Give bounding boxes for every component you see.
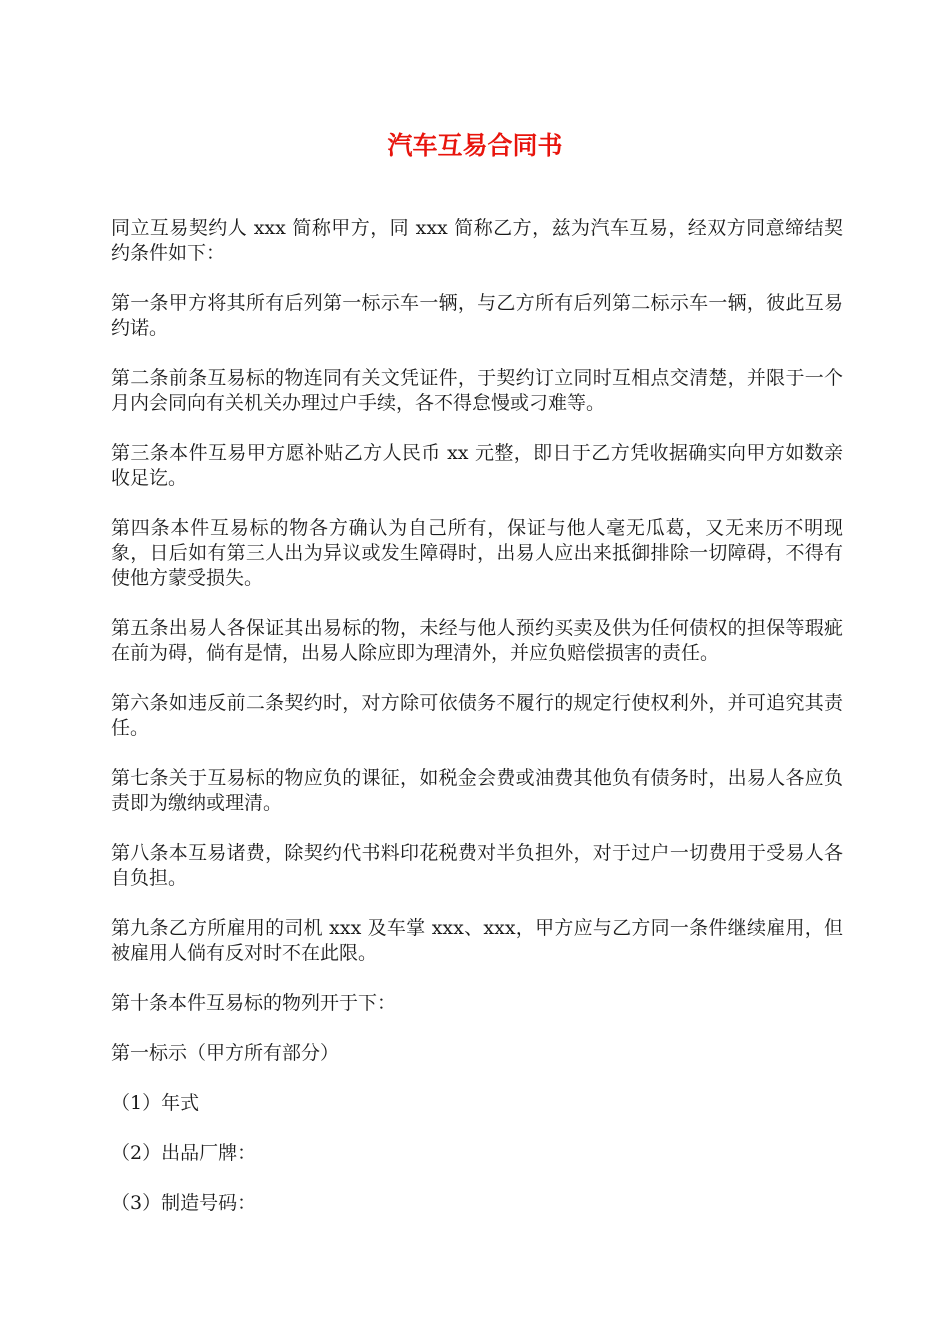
paragraph-intro: 同立互易契约人 xxx 简称甲方，同 xxx 简称乙方，兹为汽车互易，经双方同意缔结契约条件如下： (111, 217, 843, 264)
section-heading-first-mark: 第一标示（甲方所有部分） (111, 1042, 340, 1064)
paragraph-article-6: 第六条如违反前二条契约时，对方除可依债务不履行的规定行使权利外，并可追究其责任。 (111, 692, 843, 739)
list-item-year: （1）年式 (111, 1092, 200, 1114)
document-title: 汽车互易合同书 (387, 131, 563, 160)
list-item-serial: （3）制造号码： (111, 1192, 257, 1214)
paragraph-article-7: 第七条关于互易标的物应负的课征，如税金会费或油费其他负有债务时，出易人各应负责即为缴纳或理清。 (111, 767, 843, 814)
paragraph-article-3: 第三条本件互易甲方愿补贴乙方人民币 xx 元整，即日于乙方凭收据确实向甲方如数亲收足讫。 (111, 442, 843, 489)
paragraph-article-5: 第五条出易人各保证其出易标的物，未经与他人预约买卖及供为任何债权的担保等瑕疵在前为碍，倘有是情，出易人除应即为理清外，并应负赔偿损害的责任。 (111, 617, 843, 664)
document-body (111, 216, 843, 1241)
list-item-brand: （2）出品厂牌： (111, 1142, 257, 1164)
paragraph-article-8: 第八条本互易诸费，除契约代书料印花税费对半负担外，对于过户一切费用于受易人各自负担。 (111, 842, 843, 889)
paragraph-article-10: 第十条本件互易标的物列开于下： (111, 992, 397, 1014)
paragraph-article-1: 第一条甲方将其所有后列第一标示车一辆，与乙方所有后列第二标示车一辆，彼此互易约诺。 (111, 292, 843, 339)
paragraph-article-2: 第二条前条互易标的物连同有关文凭证件，于契约订立同时互相点交清楚，并限于一个月内会同向有关机关办理过户手续，各不得怠慢或刁难等。 (111, 367, 843, 414)
paragraph-article-9: 第九条乙方所雇用的司机 xxx 及车掌 xxx、xxx，甲方应与乙方同一条件继续雇用，但被雇用人倘有反对时不在此限。 (111, 917, 843, 964)
paragraph-article-4: 第四条本件互易标的物各方确认为自己所有，保证与他人毫无瓜葛，又无来历不明现象，日后如有第三人出为异议或发生障碍时，出易人应出来抵御排除一切障碍，不得有使他方蒙受损失。 (111, 517, 843, 589)
